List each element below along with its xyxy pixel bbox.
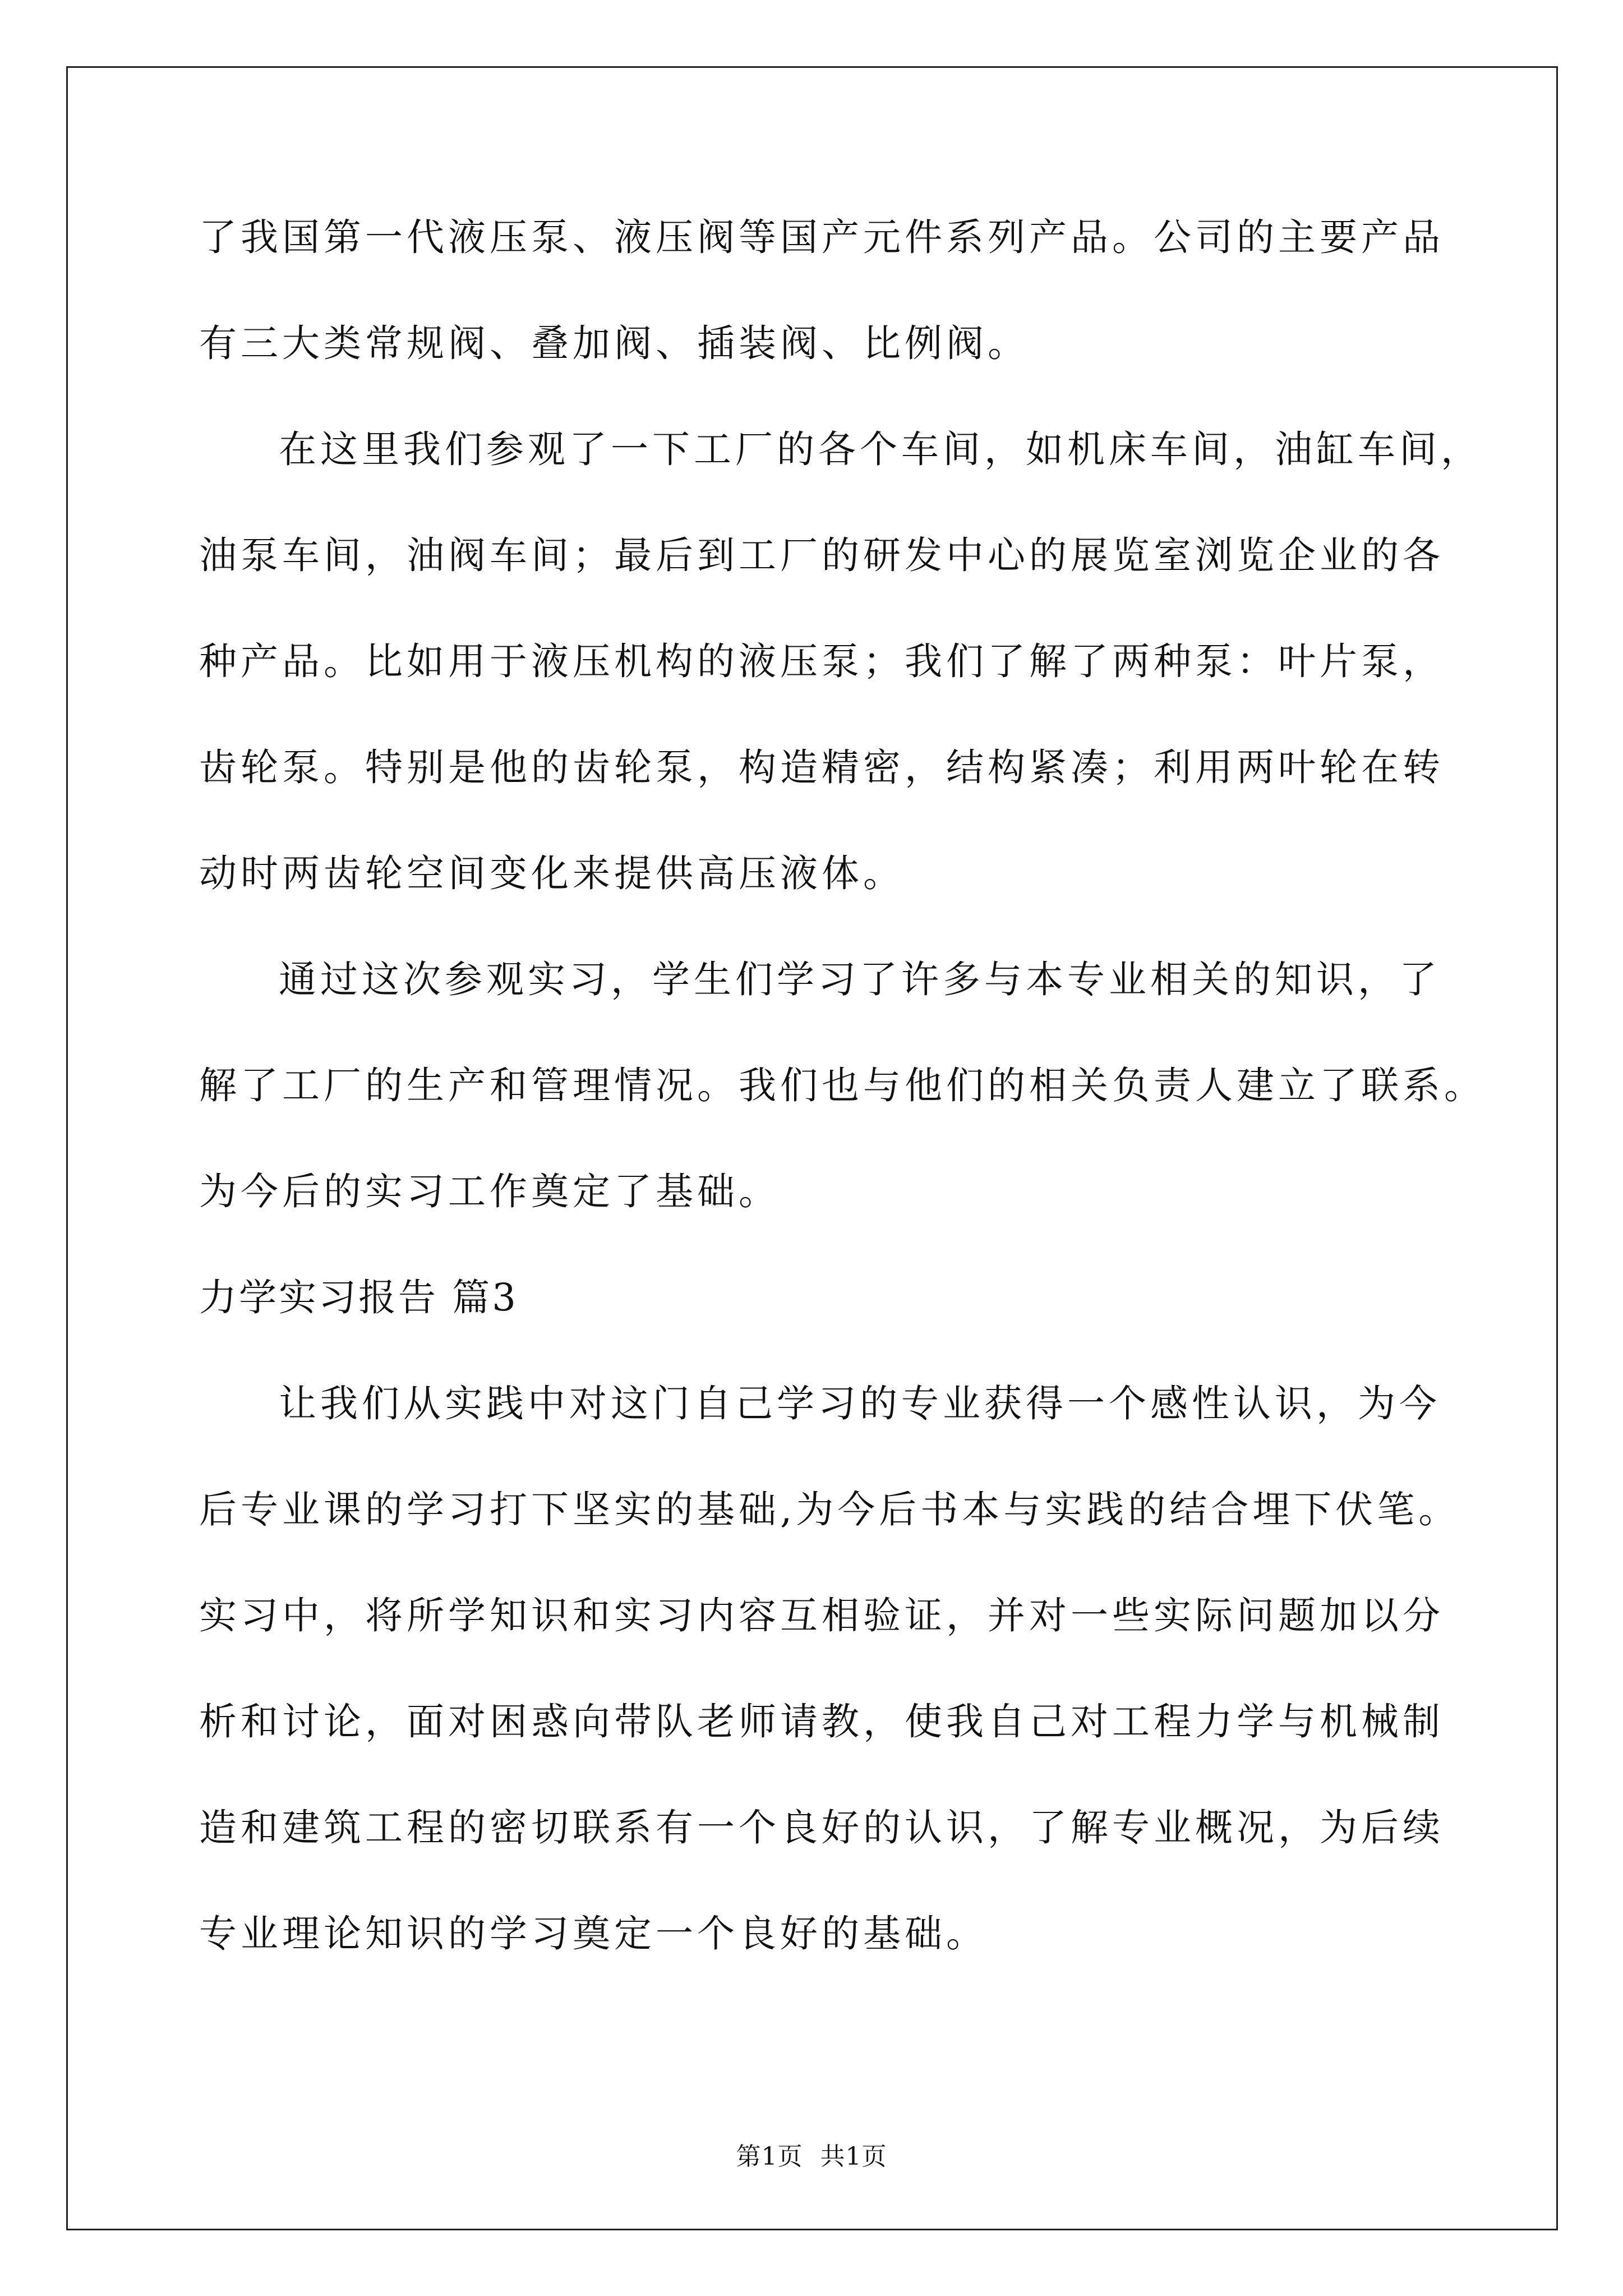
text-line: 实习中，将所学知识和实习内容互相验证，并对一些实际问题加以分 <box>199 1594 1444 1637</box>
paragraph-start-line: 在这里我们参观了一下工厂的各个车间，如机床车间，油缸车间， <box>279 427 1482 471</box>
text-line: 解了工厂的生产和管理情况。我们也与他们的相关负责人建立了联系。 <box>199 1064 1486 1107</box>
page-number-footer: 第1页 共1页 <box>736 2142 887 2171</box>
paragraph-start-line: 让我们从实践中对这门自己学习的专业获得一个感性认识，为今 <box>279 1382 1441 1425</box>
text-line: 后专业课的学习打下坚实的基础,为今后书本与实践的结合埋下伏笔。 <box>199 1488 1460 1531</box>
text-line: 造和建筑工程的密切联系有一个良好的认识，了解专业概况，为后续 <box>199 1806 1444 1849</box>
text-line: 油泵车间，油阀车间；最后到工厂的研发中心的展览室浏览企业的各 <box>199 533 1444 577</box>
text-line: 有三大类常规阀、叠加阀、插装阀、比例阀。 <box>199 321 1029 365</box>
text-line: 析和讨论，面对困惑向带队老师请教，使我自己对工程力学与机械制 <box>199 1700 1444 1743</box>
text-line: 为今后的实习工作奠定了基础。 <box>199 1170 780 1213</box>
document-body <box>199 215 1486 2021</box>
text-line: 专业理论知识的学习奠定一个良好的基础。 <box>199 1912 988 1955</box>
text-line: 了我国第一代液压泵、液压阀等国产元件系列产品。公司的主要产品 <box>199 215 1444 259</box>
text-line: 齿轮泵。特别是他的齿轮泵，构造精密，结构紧凑；利用两叶轮在转 <box>199 746 1444 789</box>
text-line: 动时两齿轮空间变化来提供高压液体。 <box>199 852 905 895</box>
section-heading: 力学实习报告 篇3 <box>199 1276 518 1319</box>
paragraph-start-line: 通过这次参观实习，学生们学习了许多与本专业相关的知识，了 <box>279 958 1441 1001</box>
text-line: 种产品。比如用于液压机构的液压泵；我们了解了两种泵：叶片泵， <box>199 639 1444 683</box>
